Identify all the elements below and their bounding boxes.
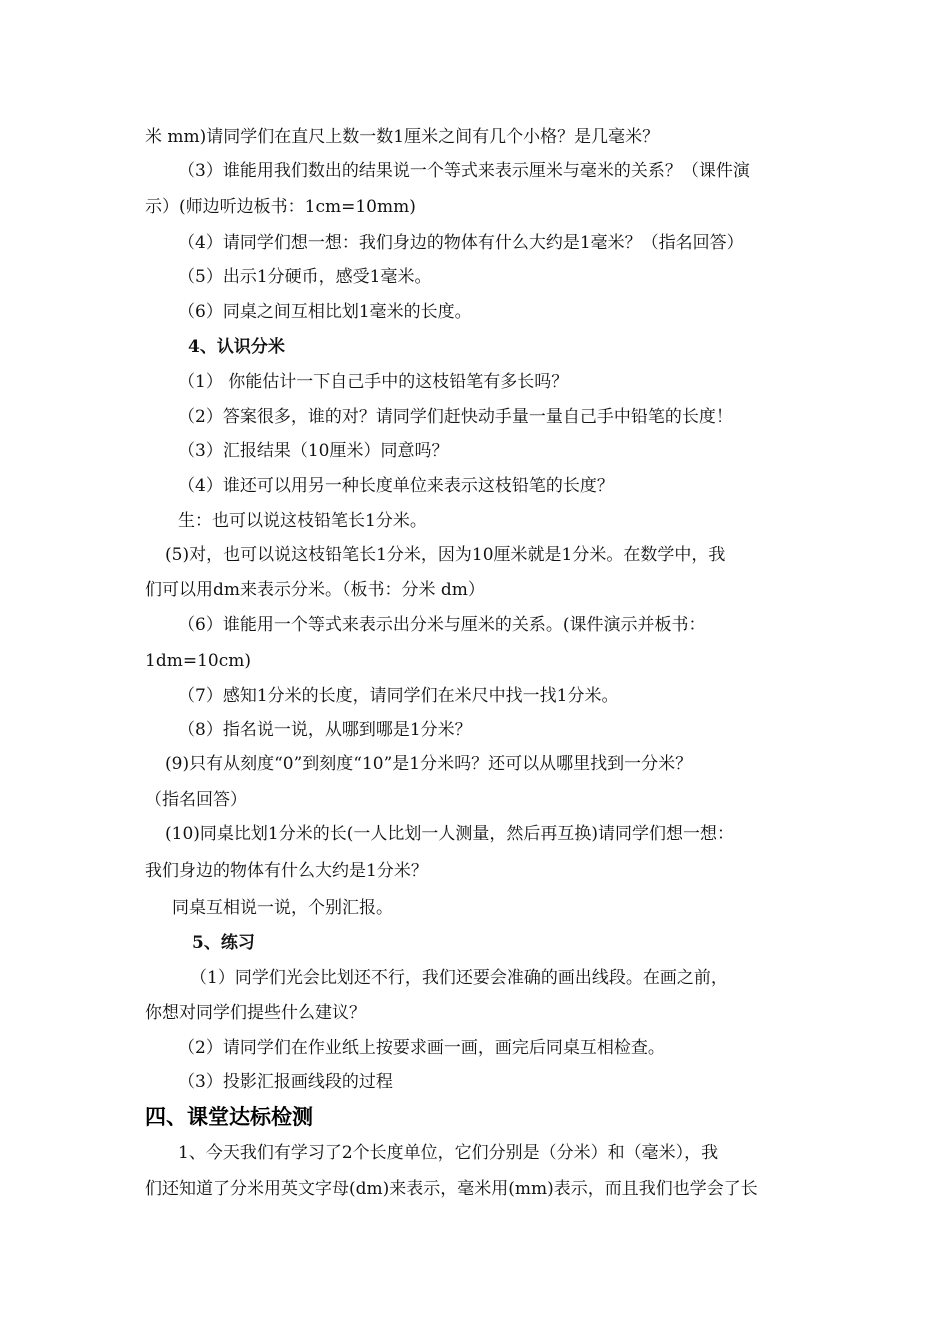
text-line: 1dm=10cm)	[145, 651, 251, 671]
text-line: （7）感知1分米的长度，请同学们在米尺中找一找1分米。	[178, 686, 619, 706]
text-line: 生：也可以说这枝铅笔长1分米。	[178, 511, 427, 531]
text-line: （8）指名说一说，从哪到哪是1分米？	[178, 720, 472, 740]
text-line: 示）(师边听边板书：1cm=10mm)	[145, 197, 416, 217]
text-line: （2）请同学们在作业纸上按要求画一画，画完后同桌互相检查。	[178, 1038, 665, 1058]
text-line: （6）同桌之间互相比划1毫米的长度。	[178, 302, 472, 322]
text-line: （6）谁能用一个等式来表示出分米与厘米的关系。(课件演示并板书：	[178, 615, 706, 635]
text-line: 同桌互相说一说，个别汇报。	[172, 898, 393, 918]
section-heading: 4、认识分米	[188, 337, 285, 357]
text-line: (10)同桌比划1分米的长(一人比划一人测量，然后再互换)请同学们想一想：	[165, 824, 734, 844]
text-line: （2）答案很多，谁的对？请同学们赶快动手量一量自己手中铅笔的长度！	[178, 407, 733, 427]
text-line: （3）谁能用我们数出的结果说一个等式来表示厘米与毫米的关系？（课件演	[178, 161, 750, 181]
text-line: （指名回答）	[145, 790, 247, 810]
section-heading: 5、练习	[192, 933, 255, 953]
text-line: （3）投影汇报画线段的过程	[178, 1072, 393, 1092]
chapter-heading: 四、课堂达标检测	[145, 1105, 313, 1129]
text-line: 你想对同学们提些什么建议？	[145, 1003, 366, 1023]
text-line: （1）同学们光会比划还不行，我们还要会准确的画出线段。在画之前，	[190, 968, 728, 988]
text-line: （3）汇报结果（10厘米）同意吗？	[178, 441, 449, 461]
text-line: 我们身边的物体有什么大约是1分米？	[145, 861, 428, 881]
text-line: 们还知道了分米用英文字母(dm)来表示，毫米用(mm)表示，而且我们也学会了长	[145, 1179, 758, 1199]
text-line: (9)只有从刻度“0”到刻度“10”是1分米吗？还可以从哪里找到一分米？	[165, 754, 693, 774]
text-line: 们可以用dm来表示分米。（板书：分米 dm）	[145, 580, 485, 600]
text-line: （1） 你能估计一下自己手中的这枝铅笔有多长吗？	[178, 372, 569, 392]
text-line: 米 mm)请同学们在直尺上数一数1厘米之间有几个小格？是几毫米？	[145, 127, 660, 147]
text-line: (5)对，也可以说这枝铅笔长1分米，因为10厘米就是1分米。在数学中，我	[165, 545, 726, 565]
text-line: （4）请同学们想一想：我们身边的物体有什么大约是1毫米？（指名回答）	[178, 233, 744, 253]
text-line: （5）出示1分硬币，感受1毫米。	[178, 267, 432, 287]
text-line: （4）谁还可以用另一种长度单位来表示这枝铅笔的长度？	[178, 476, 614, 496]
text-line: 1、今天我们有学习了2个长度单位，它们分别是（分米）和（毫米），我	[178, 1143, 719, 1163]
